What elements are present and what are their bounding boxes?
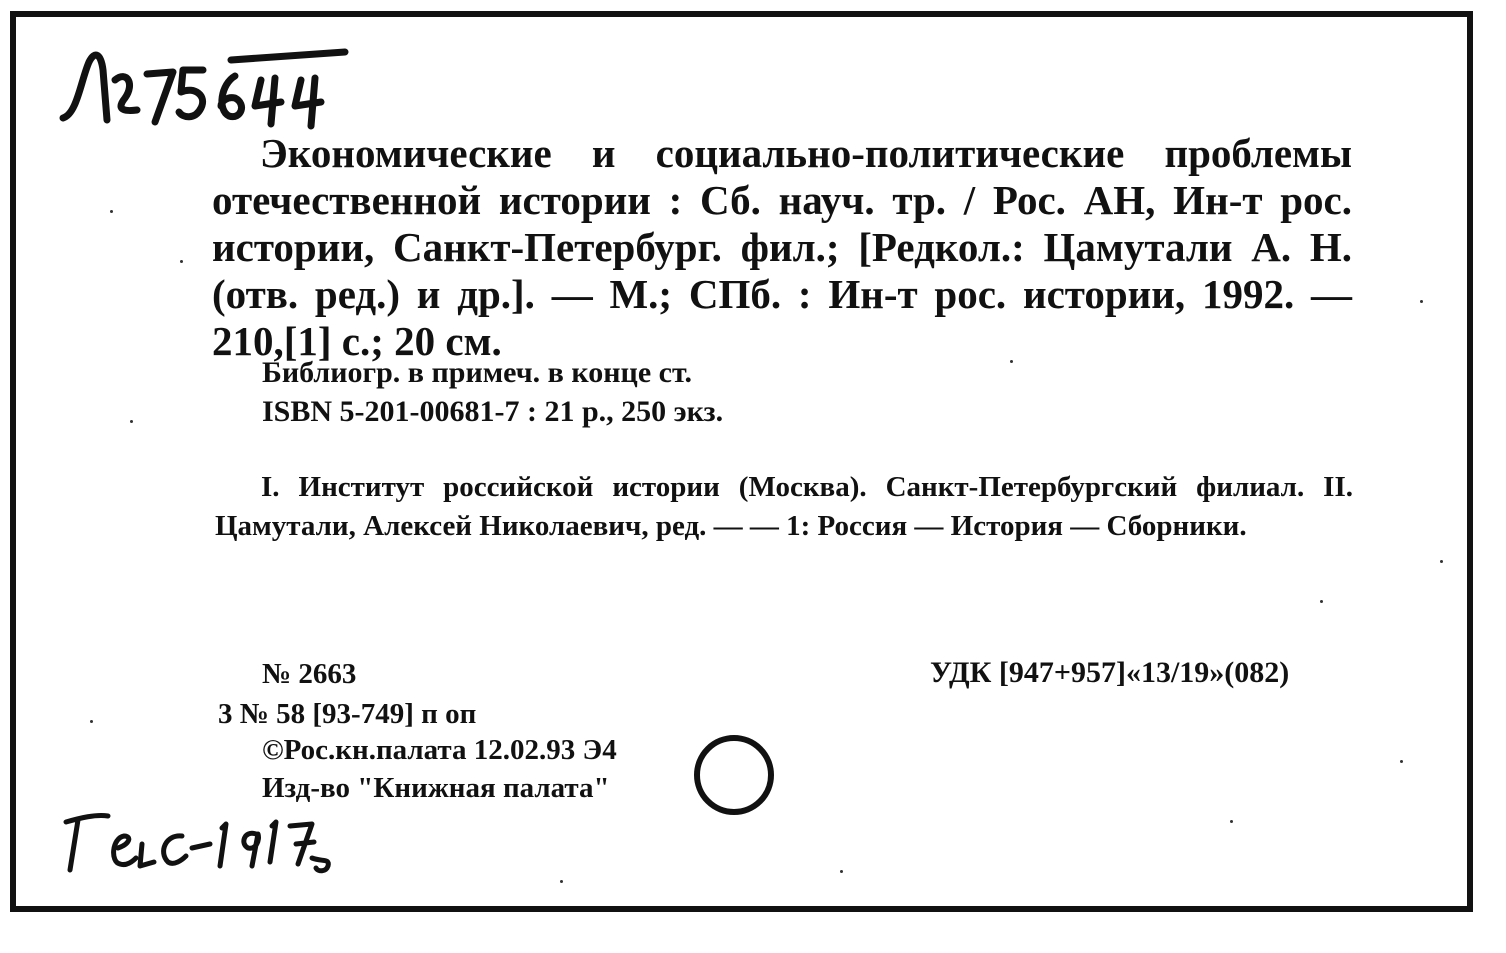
tracings: I. Институт российской истории (Москва). Санкт-Петербургский филиал. II. Цамутали, Алексей Николаевич, ред. — — 1: Россия — История — Сборники. (215, 471, 1353, 542)
copyright-line: ©Рос.кн.палата 12.02.93 Э4 (262, 734, 617, 766)
isbn-line: ISBN 5-201-00681-7 : 21 р., 250 экз. (262, 395, 724, 428)
handwritten-note (60, 800, 380, 875)
order-line: 3 № 58 [93-749] п оп (218, 698, 477, 730)
publisher-line: Изд-во "Книжная палата" (262, 772, 610, 804)
punch-hole (694, 735, 774, 815)
bibliographic-description: Экономические и социально-политические проблемы отечественной истории : Сб. науч. тр. / Рос. АН, Ин-т рос. истории, Санкт-Петербург. фил.; [Редкол.: Цамутали А. Н. (отв. ред.) и др.]. — М.; СПб. : Ин-т рос. истории, 1992. — 210,[1] с.; 20 см. (212, 130, 1352, 364)
udk-classification: УДК [947+957]«13/19»(082) (930, 656, 1290, 689)
record-number: № 2663 (262, 658, 357, 690)
handwritten-shelfmark (55, 40, 365, 130)
bibliography-note: Библиогр. в примеч. в конце ст. (262, 356, 692, 389)
